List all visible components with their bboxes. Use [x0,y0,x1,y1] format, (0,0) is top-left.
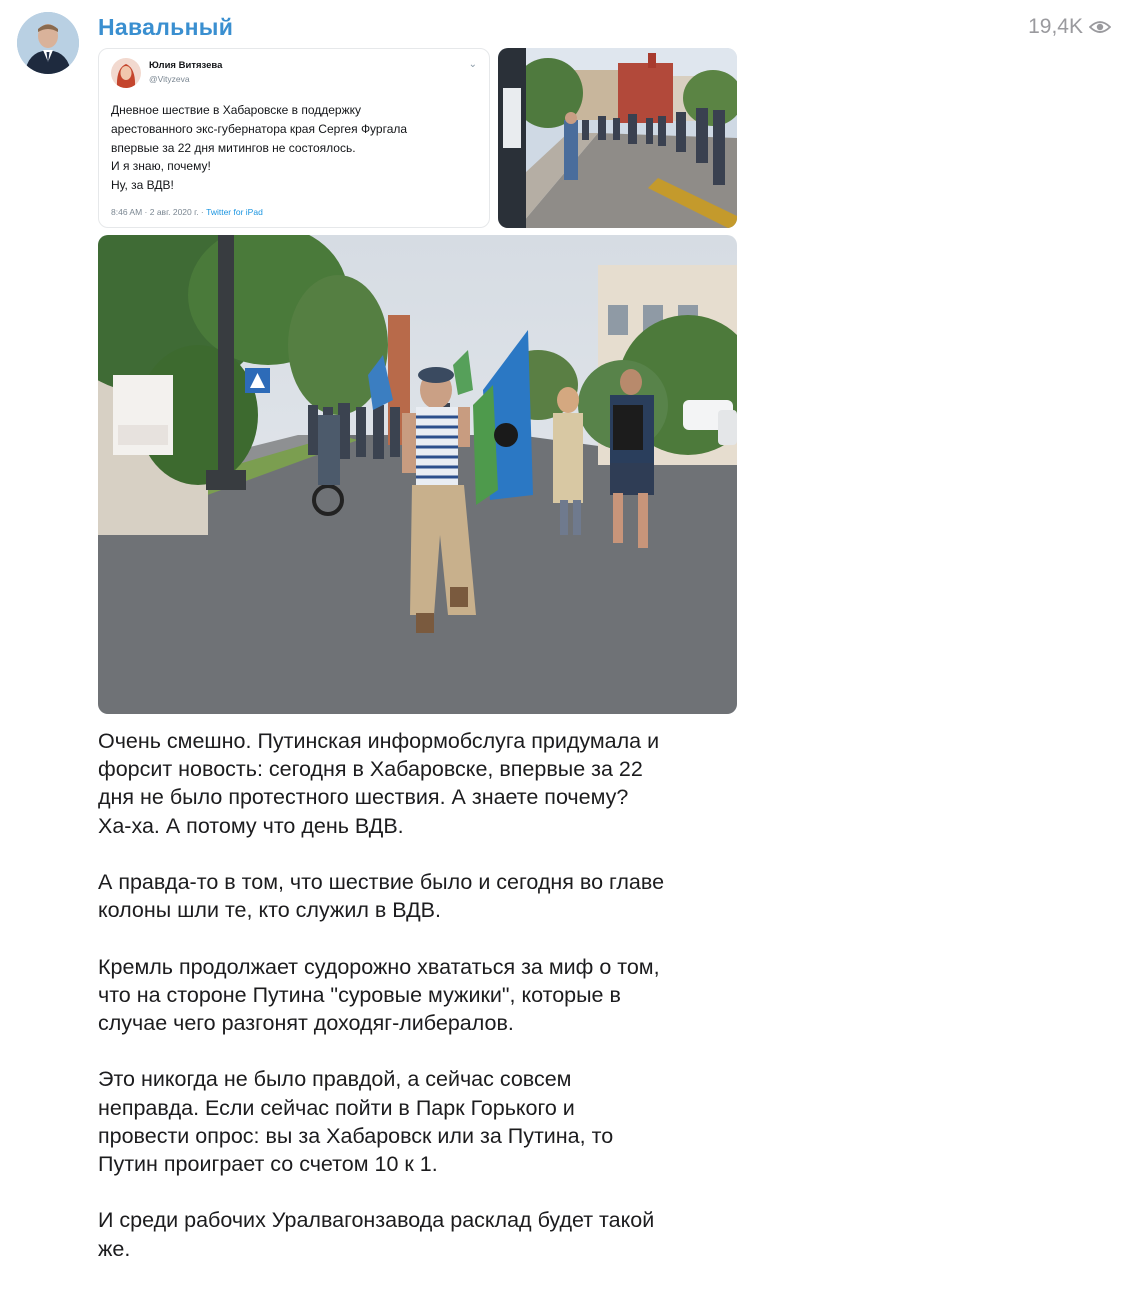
tweet-line: впервые за 22 дня митингов не состоялось. [111,140,356,155]
post-line: Очень смешно. Путинская информобслуга придумала и [98,729,660,753]
tweet-author-name: Юлия Витязева [149,60,223,71]
post-paragraph [98,953,758,1038]
view-count [1028,15,1111,39]
tweet-timestamp [111,207,263,217]
tweet-text [111,101,483,195]
post-paragraph [98,1065,758,1178]
chevron-down-icon: ⌄ [468,59,477,70]
tweet-source: Twitter for iPad [206,207,263,217]
post-line: же. [98,1236,131,1261]
post-line: Это никогда не было правдой, а сейчас совсем [98,1067,572,1092]
tweet-screenshot[interactable] [98,48,490,228]
post-paragraph [98,868,758,924]
post-line: И среди рабочих Уралвагонзавода расклад будет такой [98,1208,655,1233]
post-line: что на стороне Путина "суровые мужики", которые в [98,982,621,1007]
post-line: форсит новость: сегодня в Хабаровске, впервые за 22 [98,757,643,782]
tweet-line: арестованного экс-губернатора края Сергея Фургала [111,121,408,136]
channel-avatar[interactable] [17,12,79,74]
channel-name[interactable]: Навальный [98,14,234,40]
post-line: колоны шли те, кто служил в ВДВ. [98,898,441,923]
post-line: Кремль продолжает судорожно хвататься за миф о том, [98,954,660,979]
tweet-author-avatar [111,58,141,88]
post-paragraph [98,1206,758,1262]
tweet-time: 8:46 AM · 2 авг. 2020 г. · [111,207,207,217]
tweet-author-handle: @Vityzeva [149,74,190,84]
tweet-line: Дневное шествие в Хабаровске в поддержку [111,103,362,117]
post-line: случае чего разгонят доходяг-либералов. [98,1011,514,1035]
post-line: неправда. Если сейчас пойти в Парк Горького и [98,1095,575,1120]
post-line: Путин проиграет со счетом 10 к 1. [98,1152,438,1176]
post-line: Ха-ха. А потому что день ВДВ. [98,813,404,838]
tweet-line: Ну, за ВДВ! [111,178,174,193]
post-paragraph [98,727,758,840]
post-line: провести опрос: вы за Хабаровск или за Путина, то [98,1123,614,1148]
tweet-line: И я знаю, почему! [111,159,211,174]
view-count-value: 19,4K [1028,15,1083,38]
post-line: дня не было протестного шествия. А знаете почему? [98,785,629,810]
photo-vdv-march[interactable] [98,235,737,714]
photo-street-march-small[interactable] [498,48,737,228]
post-line: А правда-то в том, что шествие было и сегодня во главе [98,870,665,894]
eye-icon [1089,19,1111,35]
post-text [98,727,758,1291]
